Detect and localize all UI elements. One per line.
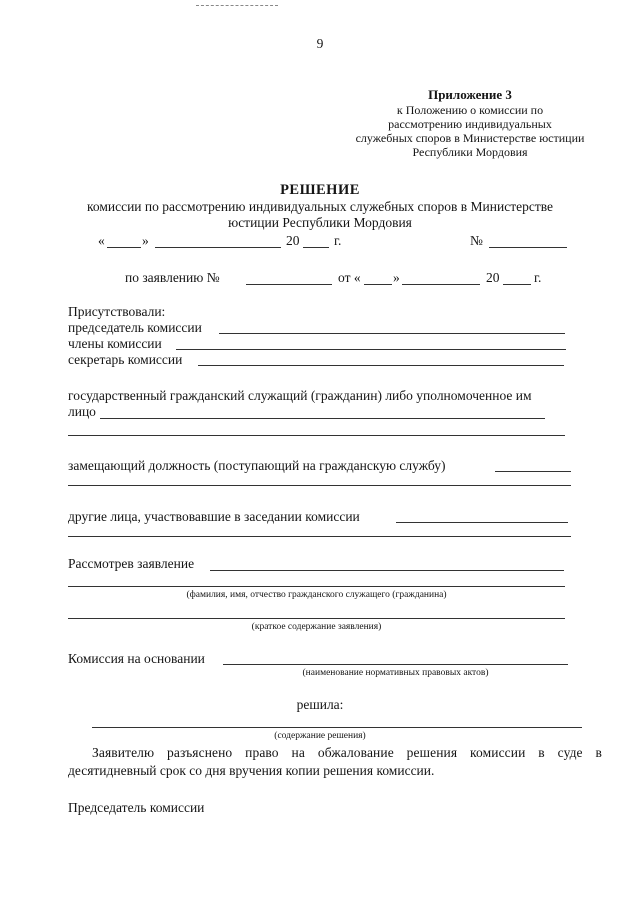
application-number-line[interactable] (246, 284, 332, 285)
fio-caption: (фамилия, имя, отчество гражданского служащего (гражданина) (186, 590, 447, 600)
date-month-line[interactable] (155, 247, 281, 248)
rights-line-2: десятидневный срок со дня вручения копии решения комиссии. (68, 763, 435, 778)
application-day-line[interactable] (364, 284, 392, 285)
civil-servant-line-2: лицо (68, 404, 96, 419)
application-year-suffix: г. (534, 270, 542, 285)
summary-line[interactable] (68, 618, 565, 619)
decision-content-caption: (содержание решения) (274, 731, 366, 741)
decision-subtitle-2: юстиции Республики Мордовия (228, 215, 412, 230)
civil-servant-line-1: государственный гражданский служащий (гражданин) либо уполномоченное им (68, 388, 532, 403)
members-label: члены комиссии (68, 336, 162, 351)
application-month-line[interactable] (402, 284, 480, 285)
appendix-line-2: рассмотрению индивидуальных (388, 117, 552, 131)
date-year-suffix: г. (334, 233, 342, 248)
date-day-line[interactable] (107, 247, 141, 248)
application-from: от « (338, 270, 361, 285)
date-quote-open: « (98, 233, 105, 248)
members-line[interactable] (176, 349, 566, 350)
considered-label: Рассмотрев заявление (68, 556, 195, 571)
others-line[interactable] (396, 522, 568, 523)
appendix-line-3: служебных споров в Министерстве юстиции (355, 131, 585, 145)
position-label: замещающий должность (поступающий на гражданскую службу) (68, 458, 446, 473)
rights-line-1: Заявителю разъяснено право на обжалование решения комиссии в суде в (92, 745, 602, 760)
civil-servant-name-line[interactable] (100, 418, 545, 419)
application-year-line[interactable] (503, 284, 531, 285)
chairman-sign-label: Председатель комиссии (68, 800, 205, 815)
fio-line[interactable] (68, 586, 565, 587)
civil-servant-extra-line[interactable] (68, 435, 565, 436)
application-prefix: по заявлению № (125, 270, 220, 285)
decision-number-line[interactable] (489, 247, 567, 248)
scan-artifact (196, 5, 278, 6)
secretary-line[interactable] (198, 365, 564, 366)
date-year-prefix: 20 (286, 233, 300, 248)
others-extra-line[interactable] (68, 536, 571, 537)
appendix-line-4: Республики Мордовия (412, 145, 528, 159)
position-line[interactable] (495, 471, 571, 472)
decision-number-sign: № (470, 233, 483, 248)
present-label: Присутствовали: (68, 304, 166, 319)
application-quote-close: » (393, 270, 400, 285)
position-extra-line[interactable] (68, 485, 571, 486)
date-quote-close: » (142, 233, 149, 248)
decision-content-line[interactable] (92, 727, 582, 728)
decided-label: решила: (296, 697, 344, 712)
chairman-line[interactable] (219, 333, 565, 334)
summary-caption: (краткое содержание заявления) (251, 622, 382, 632)
page-number: 9 (316, 36, 324, 51)
secretary-label: секретарь комиссии (68, 352, 183, 367)
appendix-line-1: к Положению о комиссии по (396, 103, 544, 117)
commission-basis-label: Комиссия на основании (68, 651, 205, 666)
considered-line[interactable] (210, 570, 564, 571)
others-label: другие лица, участвовавшие в заседании комиссии (68, 509, 360, 524)
date-year-line[interactable] (303, 247, 329, 248)
acts-caption: (наименование нормативных правовых актов) (302, 668, 489, 678)
chairman-label: председатель комиссии (68, 320, 202, 335)
decision-title: РЕШЕНИЕ (280, 182, 360, 198)
decision-subtitle-1: комиссии по рассмотрению индивидуальных служебных споров в Министерстве (86, 199, 554, 214)
commission-basis-line[interactable] (223, 664, 568, 665)
appendix-title: Приложение 3 (428, 87, 512, 102)
application-year-prefix: 20 (486, 270, 500, 285)
